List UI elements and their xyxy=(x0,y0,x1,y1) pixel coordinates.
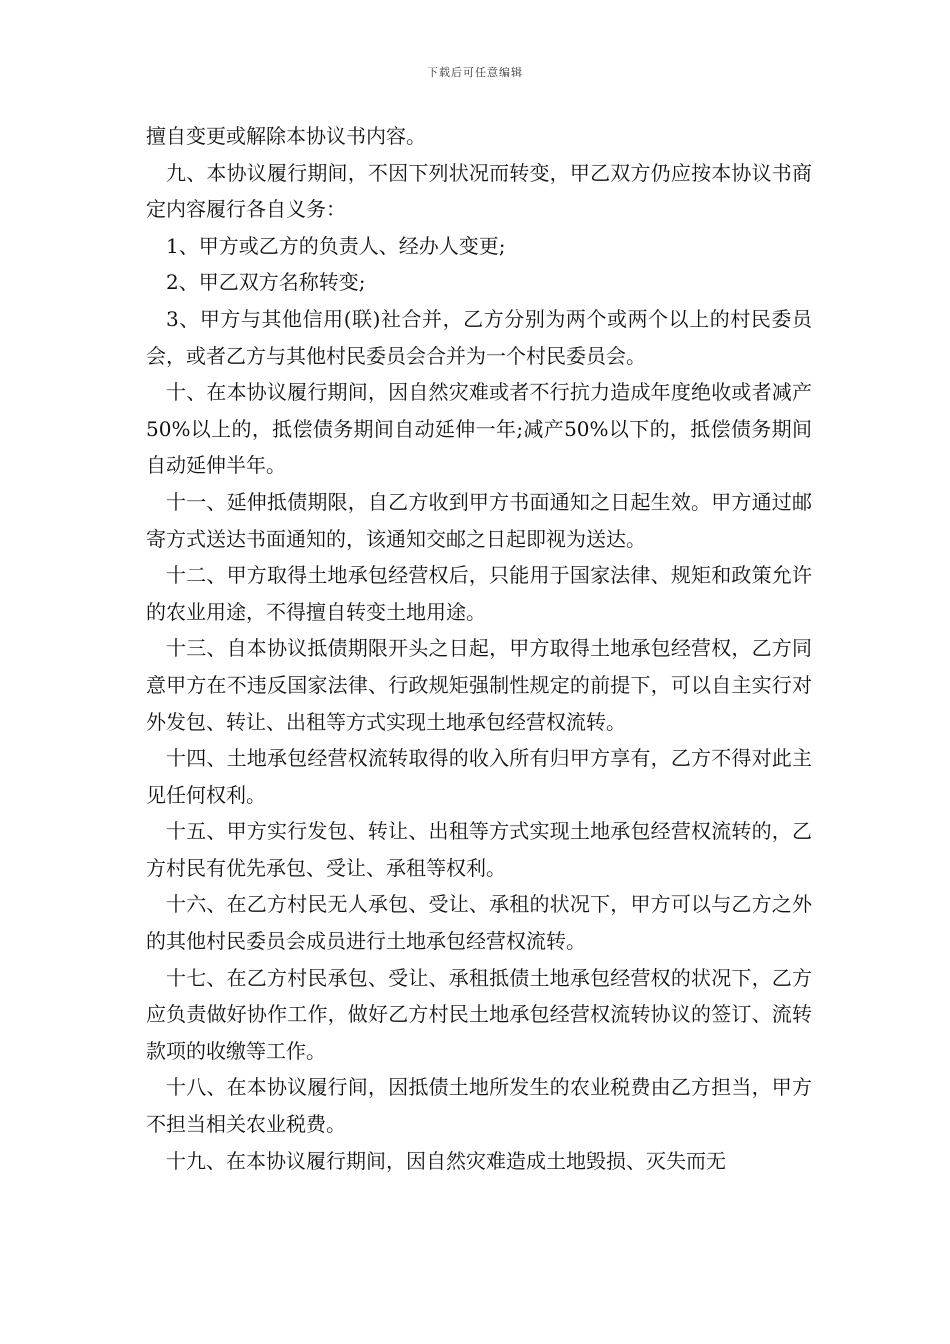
paragraph: 3、甲方与其他信用(联)社合并，乙方分别为两个或两个以上的村民委员会，或者乙方与其他村民委员会合并为一个村民委员会。 xyxy=(146,306,812,368)
paragraph: 十九、在本协议履行期间，因自然灾难造成土地毁损、灭失而无 xyxy=(166,1148,726,1173)
paragraph: 九、本协议履行期间，不因下列状况而转变，甲乙双方仍应按本协议书商定内容履行各自义务： xyxy=(146,160,812,222)
paragraph: 十二、甲方取得土地承包经营权后，只能用于国家法律、规矩和政策允许的农业用途，不得擅自转变土地用途。 xyxy=(146,563,812,624)
paragraph: 十八、在本协议履行间，因抵债土地所发生的农业税费由乙方担当，甲方不担当相关农业税费。 xyxy=(146,1075,812,1137)
paragraph: 十三、自本协议抵债期限开头之日起，甲方取得土地承包经营权，乙方同意甲方在不违反国家法律、行政规矩强制性规定的前提下，可以自主实行对外发包、转让、出租等方式实现土地承包经营权流转。 xyxy=(146,636,812,734)
paragraph: 2、甲乙双方名称转变; xyxy=(166,270,366,295)
paragraph: 十四、土地承包经营权流转取得的收入所有归甲方享有，乙方不得对此主见任何权利。 xyxy=(146,746,812,807)
paragraph: 1、甲方或乙方的负责人、经办人变更; xyxy=(166,233,506,258)
paragraph: 十七、在乙方村民承包、受让、承租抵债土地承包经营权的状况下，乙方应负责做好协作工作，做好乙方村民土地承包经营权流转协议的签订、流转款项的收缴等工作。 xyxy=(146,965,812,1063)
paragraph: 十、在本协议履行期间，因自然灾难或者不行抗力造成年度绝收或者减产50%以上的，抵偿债务期间自动延伸一年;减产50%以下的，抵偿债务期间自动延伸半年。 xyxy=(146,380,812,478)
paragraph: 十六、在乙方村民无人承包、受让、承租的状况下，甲方可以与乙方之外的其他村民委员会成员进行土地承包经营权流转。 xyxy=(146,892,812,954)
paragraph: 十一、延伸抵债期限，自乙方收到甲方书面通知之日起生效。甲方通过邮寄方式送达书面通知的，该通知交邮之日起即视为送达。 xyxy=(146,489,812,551)
paragraph: 擅自变更或解除本协议书内容。 xyxy=(146,124,426,148)
document-body xyxy=(146,118,812,1179)
page-header: 下载后可任意编辑 xyxy=(427,66,523,79)
paragraph: 十五、甲方实行发包、转让、出租等方式实现土地承包经营权流转的，乙方村民有优先承包、受让、承租等权利。 xyxy=(146,819,812,880)
